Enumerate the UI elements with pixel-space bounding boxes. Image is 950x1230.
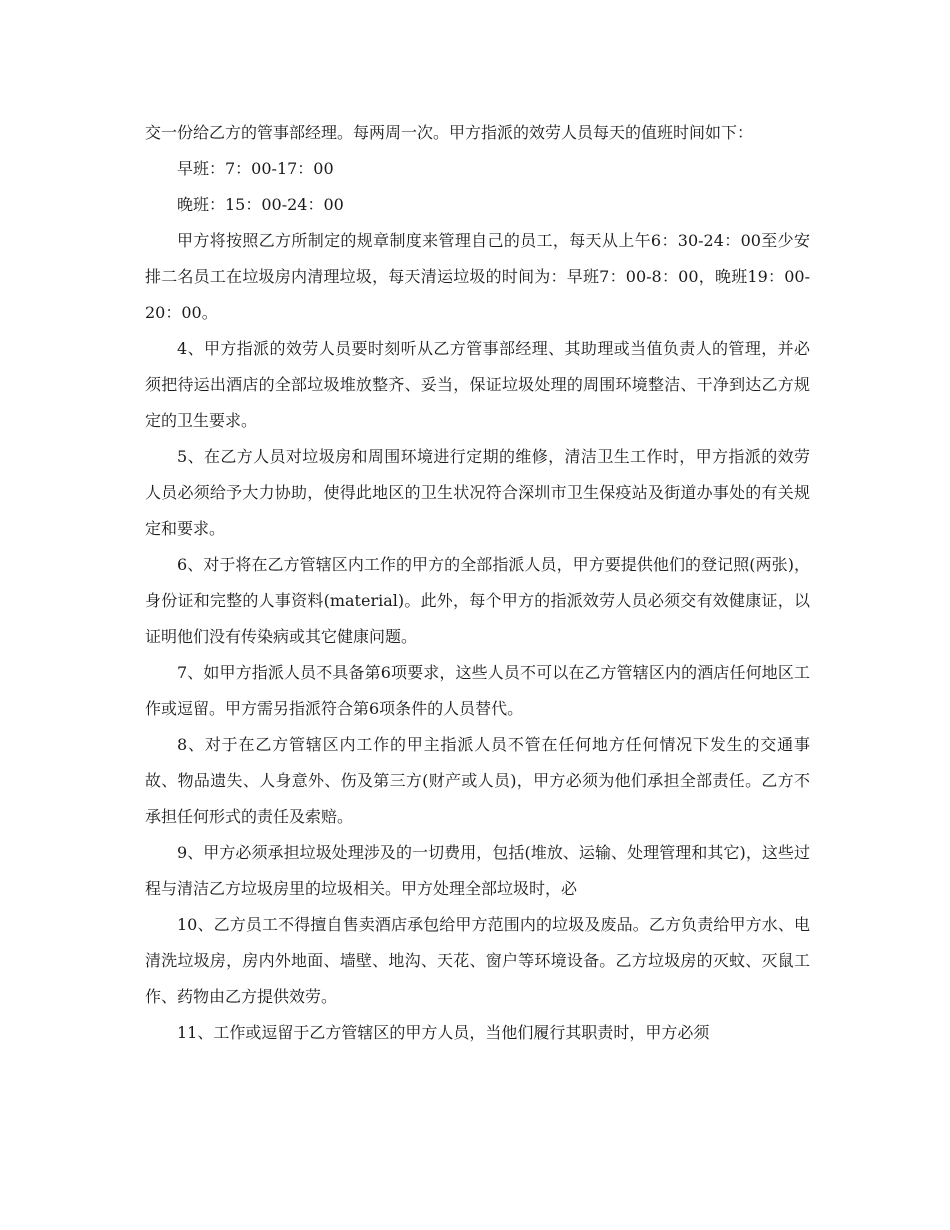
paragraph-early-shift: 早班：7：00-17：00 — [177, 159, 334, 178]
paragraph-late-shift: 晚班：15：00-24：00 — [177, 195, 344, 214]
paragraph-1: 交一份给乙方的管事部经理。每两周一次。甲方指派的效劳人员每天的值班时间如下： — [145, 123, 754, 142]
paragraph-item-7: 7、如甲方指派人员不具备第6项要求，这些人员不可以在乙方管辖区内的酒店任何地区工作或逗留。甲方需另指派符合第6项条件的人员替代。 — [145, 663, 810, 718]
paragraph-item-9: 9、甲方必须承担垃圾处理涉及的一切费用，包括(堆放、运输、处理管理和其它)，这些过程与清洁乙方垃圾房里的垃圾相关。甲方处理全部垃圾时，必 — [145, 843, 810, 898]
paragraph-item-10: 10、乙方员工不得擅自售卖酒店承包给甲方范围内的垃圾及废品。乙方负责给甲方水、电清洗垃圾房，房内外地面、墙壁、地沟、天花、窗户等环境设备。乙方垃圾房的灭蚊、灭鼠工作、药物由乙方提供效劳。 — [145, 915, 810, 1006]
paragraph-schedule: 甲方将按照乙方所制定的规章制度来管理自己的员工，每天从上午6：30-24：00至少安排二名员工在垃圾房内清理垃圾，每天清运垃圾的时间为：早班7：00-8：00，晚班19：00-20：00。 — [145, 231, 810, 322]
paragraph-item-6: 6、对于将在乙方管辖区内工作的甲方的全部指派人员，甲方要提供他们的登记照(两张)，身份证和完整的人事资料(material)。此外，每个甲方的指派效劳人员必须交有效健康证，以证明他们没有传染病或其它健康问题。 — [145, 555, 810, 646]
paragraph-item-5: 5、在乙方人员对垃圾房和周围环境进行定期的维修，清洁卫生工作时，甲方指派的效劳人员必须给予大力协助，使得此地区的卫生状况符合深圳市卫生保疫站及街道办事处的有关规定和要求。 — [145, 447, 810, 538]
document-page — [145, 115, 810, 1051]
paragraph-item-8: 8、对于在乙方管辖区内工作的甲主指派人员不管在任何地方任何情况下发生的交通事故、物品遗失、人身意外、伤及第三方(财产或人员)，甲方必须为他们承担全部责任。乙方不承担任何形式的责任及索赔。 — [145, 735, 810, 826]
paragraph-item-4: 4、甲方指派的效劳人员要时刻听从乙方管事部经理、其助理或当值负责人的管理，并必须把待运出酒店的全部垃圾堆放整齐、妥当，保证垃圾处理的周围环境整洁、干净到达乙方规定的卫生要求。 — [145, 339, 810, 430]
paragraph-item-11: 11、工作或逗留于乙方管辖区的甲方人员，当他们履行其职责时，甲方必须 — [177, 1023, 710, 1042]
